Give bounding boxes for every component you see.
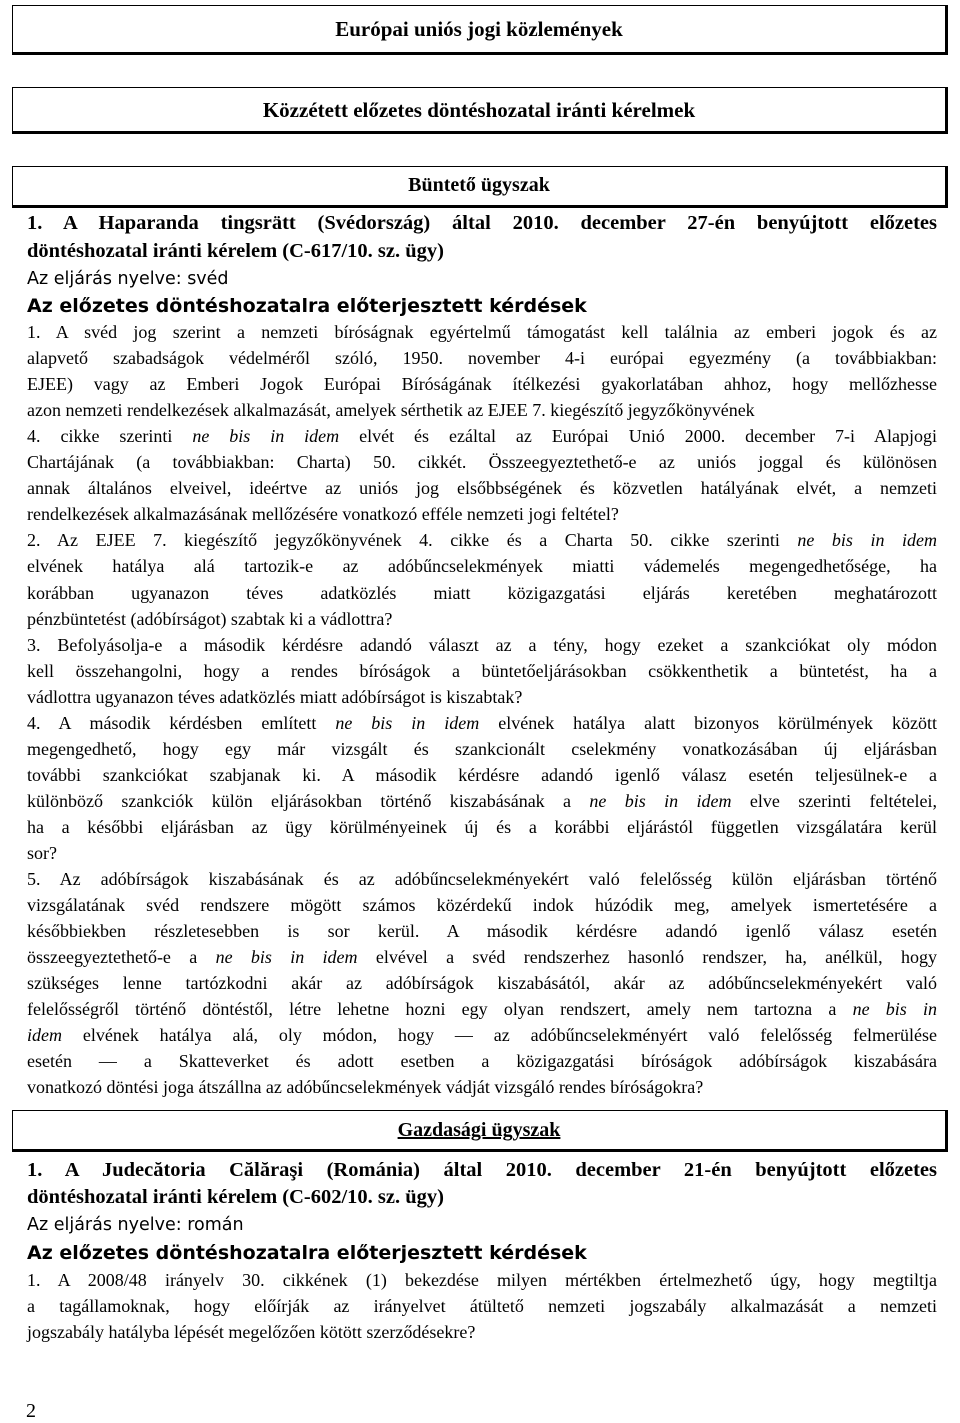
question-line: vádlottra ugyanazon téves adatközlés miatt adóbírságot is kiszabtak?	[27, 686, 523, 707]
question-line: vonatkozó döntési joga átszállna az adóbűncselekmények vádját vizsgáló rendes bíróságokra?	[27, 1077, 704, 1098]
section-box-criminal	[12, 166, 948, 208]
question-line: elvének hatálya alá tartozik-e az adóbűncselekmények miatti vádemelés megengedhetősége, ha	[27, 556, 937, 577]
question-line: különböző szankciók külön eljárásokban történő kiszabásának a ne bis in idem elve szerinti feltételei,	[27, 790, 937, 811]
question-line: szükséges lenne tartózkodni akár az adóbírságok kiszabásától, akár az adóbűncselekményekért való	[27, 973, 937, 994]
section-title-criminal: Büntető ügyszak	[408, 174, 550, 196]
question-line: jogszabály hatályba lépését megelőzően kötött szerződésekre?	[27, 1322, 476, 1343]
questions-heading: Az előzetes döntéshozatalra előterjesztett kérdések	[27, 295, 587, 317]
question-line: esetén — a Skatteverket és adott esetben a közigazgatási bíróságok adóbírságok kiszabására	[27, 1051, 937, 1072]
question-line: felelősségről történő döntéstől, létre lehetne hozni egy olyan rendszert, amely nem tartozna a ne bis in	[27, 999, 937, 1020]
question-line: összeegyeztethető-e a ne bis in idem elvével a svéd rendszerhez hasonló rendszer, ha, anélkül, hogy	[27, 947, 937, 968]
case-title-line: döntéshozatal iránti kérelem (C-602/10. sz. ügy)	[27, 1186, 444, 1208]
question-line: EJEE) vagy az Emberi Jogok Európai Bíróságának ítélkezési gyakorlatában ahhoz, hogy mellőzhesse	[27, 374, 937, 395]
question-line: annak általános elveivel, ideértve az uniós jog elsőbbségének és közvetlen hatályának elvét, a nemzeti	[27, 478, 937, 499]
question-line: 5. Az adóbírságok kiszabásának és az adóbűncselekményekért való felelősség külön eljárásban történő	[27, 869, 937, 890]
question-line: 1. A svéd jog szerint a nemzeti bíróságnak egyértelmű támogatást kell találnia az emberi jogok és az	[27, 322, 937, 342]
question-line: idem elvének hatálya alá, oly módon, hogy — az adóbűncselekményért való felelősség felmerülése	[27, 1025, 937, 1046]
page-number: 2	[26, 1400, 36, 1422]
question-line: pénzbüntetést (adóbírságot) szabtak ki a vádlottra?	[27, 608, 393, 629]
question-line: 4. cikke szerinti ne bis in idem elvét és ezáltal az Európai Unió 2000. december 7-i Alapjogi	[27, 426, 937, 447]
question-line: azon nemzeti rendelkezések alkalmazását, amelyek sérthetik az EJEE 7. kiegészítő jegyzőkönyvének	[27, 400, 755, 421]
question-line: 4. A második kérdésben említett ne bis in idem elvének hatálya alatt bizonyos körülmények között	[27, 712, 937, 733]
question-line: további szankciókat szabjanak ki. A második kérdésre adandó igenlő válasz esetén teljesülnek-e a	[27, 764, 937, 785]
journal-title-box	[12, 5, 948, 55]
questions-heading: Az előzetes döntéshozatalra előterjesztett kérdések	[27, 1242, 587, 1264]
section-box-economic	[12, 1110, 948, 1152]
subheading-box	[12, 87, 948, 134]
procedure-language: Az eljárás nyelve: svéd	[27, 269, 229, 289]
question-line: korábban ugyanazon téves adatközlés miatt közigazgatási eljárás keretében meghatározott	[27, 582, 937, 603]
section-title-economic: Gazdasági ügyszak	[397, 1119, 561, 1141]
question-line: kell összehangolni, hogy a rendes bíróságok a büntetőeljárásokban csökkenthetik a büntetést, ha a	[27, 660, 937, 681]
question-line: vizsgálatának svéd rendszere mögött számos közérdekű indok húzódik meg, amelyek ismertetésére a	[27, 895, 937, 916]
question-line: a tagállamoknak, hogy előírják az irányelvet átültető nemzeti jogszabály alkalmazását a nemzeti	[27, 1296, 937, 1317]
question-line: megengedhető, hogy egy már vizsgált és szankcionált cselekmény vonatkozásában új eljárásban	[27, 738, 937, 759]
question-line: 1. A 2008/48 irányelv 30. cikkének (1) bekezdése milyen mértékben értelmezhető úgy, hogy megtiltja	[27, 1270, 937, 1290]
question-line: későbbiekben részletesebben is sor kerül. A második kérdésre adandó igenlő válasz esetén	[27, 921, 937, 942]
subheading-title: Közzétett előzetes döntéshozatal iránti kérelmek	[262, 98, 696, 122]
procedure-language: Az eljárás nyelve: román	[27, 1215, 244, 1235]
question-line: Chartájának (a továbbiakban: Charta) 50. cikkét. Összeegyeztethető-e az uniós joggal és különösen	[27, 452, 937, 473]
case-title-line: 1. A Haparanda tingsrätt (Svédország) által 2010. december 27-én benyújtott előzetes	[27, 212, 937, 234]
case-title-line: döntéshozatal iránti kérelem (C-617/10. sz. ügy)	[27, 240, 444, 262]
question-line: sor?	[27, 843, 57, 863]
question-line: alapvető szabadságok védelméről szóló, 1950. november 4-i európai egyezmény (a továbbiakban:	[27, 348, 937, 369]
question-line: ha a későbbi eljárásban az ügy körülményeinek új és a korábbi eljárástól független vizsgálatára kerül	[27, 816, 937, 837]
question-line: 2. Az EJEE 7. kiegészítő jegyzőkönyvének 4. cikke és a Charta 50. cikke szerinti ne bis in idem	[27, 530, 937, 551]
question-line: 3. Befolyásolja-e a második kérdésre adandó választ az a tény, hogy ezeket a szankciókat oly módon	[27, 634, 937, 655]
journal-title: Európai uniós jogi közlemények	[335, 17, 623, 41]
case-title-line: 1. A Judecătoria Călăraşi (Románia) által 2010. december 21-én benyújtott előzetes	[27, 1159, 937, 1181]
question-line: rendelkezések alkalmazásának mellőzésére vonatkozó efféle nemzeti jogi feltétel?	[27, 504, 619, 525]
